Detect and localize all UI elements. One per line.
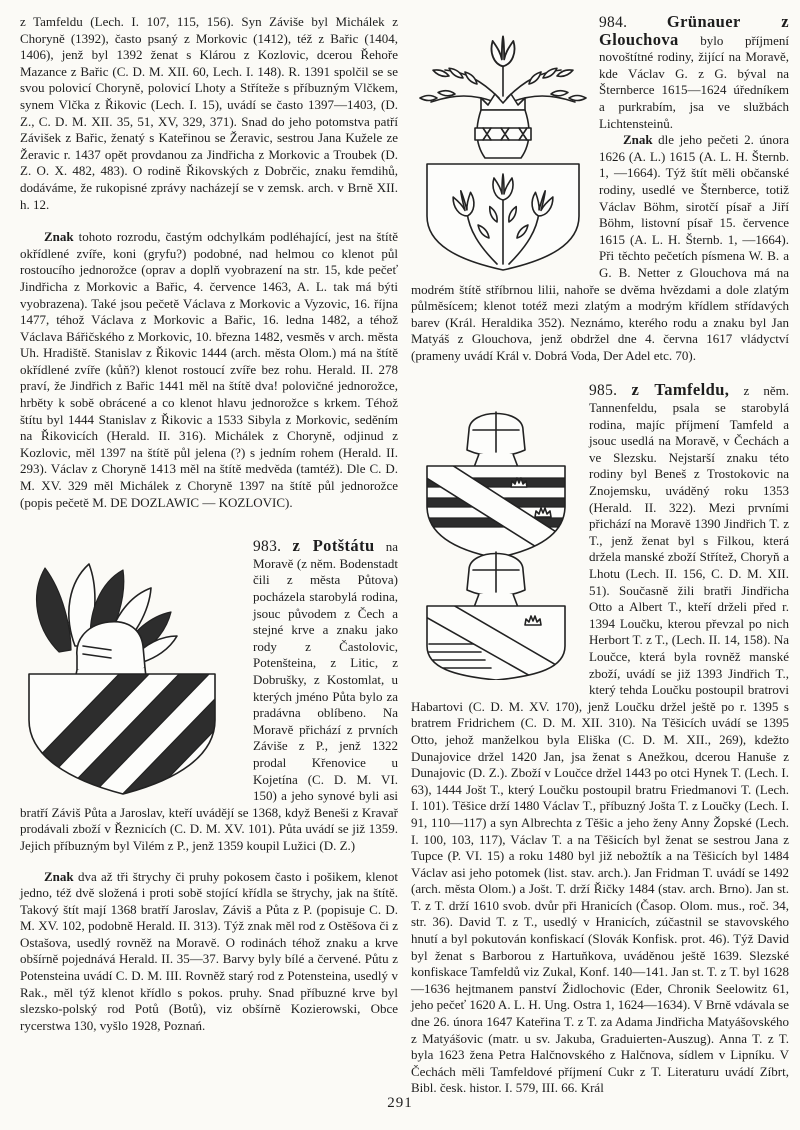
entry-983-znak-text: dva až tři štrychy či pruhy pokosem často i pošikem, klenot jedno, též dvě složená i proti sobě stojící křídla se štrychy, jak na štítě. Takový štít mají 1368 bratří Jaroslav, Záviš a Půta z P. (popisuje C. D. M. XV. 102, podobně Herald. II. 313). Týž znak měl rod z Ostěšova či z Ostašova, usedlý rovněž na Moravě. O rodinách téhož znaku a krve obšírně pojednává Herald. II. 35—37. Barvy byly bílé a červené. Půtu z Potensteina uvádí C. D. M. III. Rovněž starý rod z Potensteina, usedlý v Rak., měl týž klenot křídlo s pokos. pruhy. Snad příbuzné krve byl slezsko-polský rod Potů (Botů), viz obšírně Kozierowski, Obce rycerstwa 130, vyšlo 1928, Poznań.: [20, 868, 398, 1033]
coat-of-arms-grunauer-image: [419, 32, 587, 272]
entry-984-number: 984.: [599, 14, 628, 31]
entry-985-text: z něm. Tannenfeldu, psala se starobylá rodina, majíc příjmení Tamfeld a jsouc usedlá na Moravě, v Čechách a ve Slezsku. Nejstarší znaku této rodiny byl Beneš z Trostokovic na Znojemsku, uváděný roku 1353 (Herald. II. 322). Mezi prvními přichází na Moravě 1390 Jindřich T. z T., jenž ženat byl s Filkou, která držela manské zboží Střítež, Choryň a Lhotu (Lech. II. 156, C. D. M. XII. 51). Současně žili bratři Jindřicha Otto a Albert T., kteří drželi před r. 1394 Loučku, kterou převzal po nich Herbort T. z T., (Lech. II. 14, 158). Na Loučce, která byla rovněž manské zboží, uvádí se již 1393 Jindřich T., který tehda Loučku postoupil bratrovi Habartovi (C. D. M. XV. 170), jenž Loučku držel ještě po r. 1395 s bratrem Fridrichem (C. D. M. XII. 310). Na Těšicích uvádí se 1395 Otto, jehož manželkou byla Eliška (C. D. M. XII., 269), kdežto Dunajovice držel 1420 Jan, jsa ženat s Anežkou, dcerou Hanuše z Dunajovic (D. Z.). Zboží v Loučce držel 1443 po otci Hynek T. (Lech. I. 63), 1444 Jošt T., který Loučku postoupil bratru Friedmanovi T. (Lech. I. 101). Těšice drží 1480 Václav T., příbuzný Jošta T. z Loučky (Lech. I. 91, 110—117) a syn Albrechta z Těšic a jeho ženy Anny Žopské (Lech. I. 100, 103, 117), Václav T. a na Těšicích byl ženat se sestrou Jana z Tupce (P. VI. 15) a roku 1480 byl již nebožtík a na Těšicích byl 1484 Václav asi jeho potomek (list. stav. arch.). Jan Fridman T. uvádí se 1492 (arch. města Olom.) a Jošt. T. drží Řičky 1484 (stav. arch. Brno). Jan st. T. z T. drží 1610 svob. dvůr při Hranicích (Časop. Olom. mus., roč. 34, str. 36). David T. z T., usedlý v Hranicích, zúčastnil se stavovského hnutí a byl pokutován konfiskací (Slovák Konfisk. prot. 46). Týž David byl ženat s Barborou z Hartuňkova, uváděnou ještě 1639. Slezské konfiskace Tamfeldů viz Zukal, Konf. 140—141. Jan st. T. z T. byl 1628—1636 hejtmanem panství Židlochovic (Eder, Chronik Seelowitz 61, jeho pečeť 1620 A. L. H. Ung. Ostra 1, 1624—1634). V Brně vdávala se dne 26. února 1647 Kateřina T. z T. za Adama Jindřicha Matyášovského z Matyášovic (matr. u sv. Jakuba, Graduierten-Auszug). Anna T. z T. byla 1623 žena Petra Halčnovského z Halčnova, sídlem v Lipníku. V Čechách měli Tamfeldové příjmení Cukr z T. Literaturu uvádí Zíbrt, Bibl. česk. histor. I. 579, III. 66. Král: [411, 383, 790, 1096]
znak-lead-word: Znak: [623, 132, 653, 148]
coat-of-arms-potstat-image: [17, 556, 241, 796]
entry-983-paragraph: [20, 538, 398, 854]
entry-984: [411, 14, 789, 364]
coat-of-arms-tamfeld-image: [415, 400, 577, 680]
entry-984-text: bylo příjmení novoštítné rodiny, žijící na Moravě, kde Václav G. z G. býval na Šternberce 1615—1624 úředníkem a purkrabím, jsa ve službách Lichtensteinů.: [599, 32, 789, 131]
znak-lead-word: Znak: [44, 868, 74, 884]
entry-985-title: z Tamfeldu,: [631, 380, 730, 400]
entry-984-znak-text: dle jeho pečeti 2. února 1626 (A. L.) 1615 (A. L. H. Šternb. 1, —1664). Týž štít měli občanské rodiny, usedlé ve Šternberce, totiž Václav Böhm, sirotčí písař a Jiří Böhm, listovní písař 15. července 1615 (A. L. H. Šternb. 1, —1664). Při těchto pečetích písmena W. B. a G. B. Netter z Glouchova má na modrém štítě stříbrnou lilii, nahoře se dvěma hvězdami a dole zlatým půlměsícem; klenot totéž mezi zlatým a modrým křídlem střídavých barev (Král. Heraldika 352). Neznámo, kterého rodu a znaku byl Jan Matyáš z Glouchova, jenž obdržel dne 4. června 1617 vládyctví (prameny uvádí Král v. Dobrá Voda, Der Adel etc. 70).: [411, 132, 789, 363]
entry-985-paragraph: [411, 382, 789, 1097]
page-number: 291: [387, 1095, 413, 1111]
entry-985-number: 985.: [589, 382, 618, 400]
entry-983-text: na Moravě (z něm. Bodenstadt čili z města Půtova) pocházela starobylá rodina, jsouc původem z Čech a stejné krve a znaku jako rody z Častolovic, Potenšteina, z Litic, z Dobrušky, z Kostomlat, u kterých jméno Půta bylo za pradávna oblíbeno. Na Moravě přichází z prvních Záviše z P., jenž 1322 prodal Křenovice u Kojetína (C. D. M. VI. 150) a jeho synové byli asi bratří Záviš Půta a Jaroslav, kteří uvádějí se 1368, když Beneši z Kravař prodávali zboží v Řeznicích (C. D. M. XV. 101). Půta uvádí se již 1359. Jejich příbuzným byl Vilém z P., jenž 1359 koupil Lužici (D. Z.): [20, 539, 399, 853]
entry-983: [20, 538, 398, 1034]
znak-lead-word: Znak: [44, 229, 74, 245]
right-column: [411, 14, 789, 1097]
bendy-shield-winged-helm-icon: [17, 556, 241, 796]
znak-rozrod-text: tohoto rozrodu, častým odchylkám podléhající, jest na štítě okřídlené zvíře, koni (gryfu?) podobné, nad helmou co klenot půl rostoucího jednorožce (oprav a doplň vyobrazení na str. 15, kde pečeť Jindřicha z Morkovic a Bařic, 4. července 1463, A. L. tak má býti vyobrazena). Také jsou pečetě Václava z Morkovic a Vyzovic, 16. října 1477, téhož Václava z Morkovic a Bařic, 16. ledna 1482, a téhož Václava Bářičského z Morkovic, 10. března 1482, vesměs v arch. města Uh. Hradiště. Stanislav z Řikovic 1444 (arch. města Olom.) má na štítě okřídlené zvíře (kůň?) klenot rostoucí zvíře bez rohu. Herald. II. 278 praví, že Jindřich z Bařic 1441 měl na štítě dva! polovičné jednorožce, hrběty k sobě obrácené a co klenot hlavu jednorožce s krkem. Téhož štítu byl 1444 Stanislav z Řikovic a 1533 Sibyla z Morkovic, seděním na Řikovicích (Herald. II. 316). Michálek z Choryně, odjinud z Kozlovic, měl 1397 na štítě půl jelena (?) s jedním rohem (Herald. II. 293). Václav z Choryně 1413 měl na štítě medvěda (tamtéž). Dle C. D. M. XV. 329 měl Michálek z Choryně 1397 na štítě půl jednorožce (popis pečetě M. DE DOZLAWIC — KOZLOVIC).: [20, 229, 398, 510]
tulip-shield-flower-pot-icon: [419, 32, 587, 272]
entry-983-number: 983.: [253, 538, 282, 556]
entry-984-paragraph: [411, 14, 789, 132]
entry-983-znak-paragraph: [20, 869, 398, 1035]
paragraph-znak-rozrod: [20, 229, 398, 511]
entry-984-title: Grünauer z Glouchova: [599, 12, 789, 49]
entry-985: [411, 382, 789, 1097]
paragraph-tamfeld-continuation: z Tamfeldu (Lech. I. 107, 115, 156). Syn Záviše byl Michálek z Choryně (1392), často psaný z Morkovic (1412), též z Bařic (1404, 1406), jenž byl 1392 ženat s Klárou z Kozlovic, dcerou Řehoře Mazance z Bařic (C. D. M. XII. 60, Lech. I. 148). R. 1391 spolčil se se svou polovicí Choryně, polovicí Lhoty a Stříteže s příbuzným Vlčkem, synem Vlčka z Řikovic (Lech. I. 15), uvádí se často 1397—1403, (D. Z., C. D. M. XII. 35, 51, XV, 329, 371). Snad do jeho potomstva patří Závišek z Bařic, ženatý s Kateřinou se Žeravic, sestrou Jana Kužele ze Žeravic r. 1437 opět provdanou za Jindřicha z Morkovic a Troubek (D. Z. O. X. 482, 483). O rodině Řikovských z Dobrčic, znaku řemdihů, dodáváme, že rukopisné zprávy nacházejí se v zemsk. arch. v Brně XII. h. 12.: [20, 14, 398, 212]
entry-983-title: z Potštátu: [292, 536, 375, 556]
double-helm-bend-shield-icon: [415, 400, 577, 680]
left-column: [20, 14, 398, 1097]
two-column-layout: [20, 12, 790, 1097]
